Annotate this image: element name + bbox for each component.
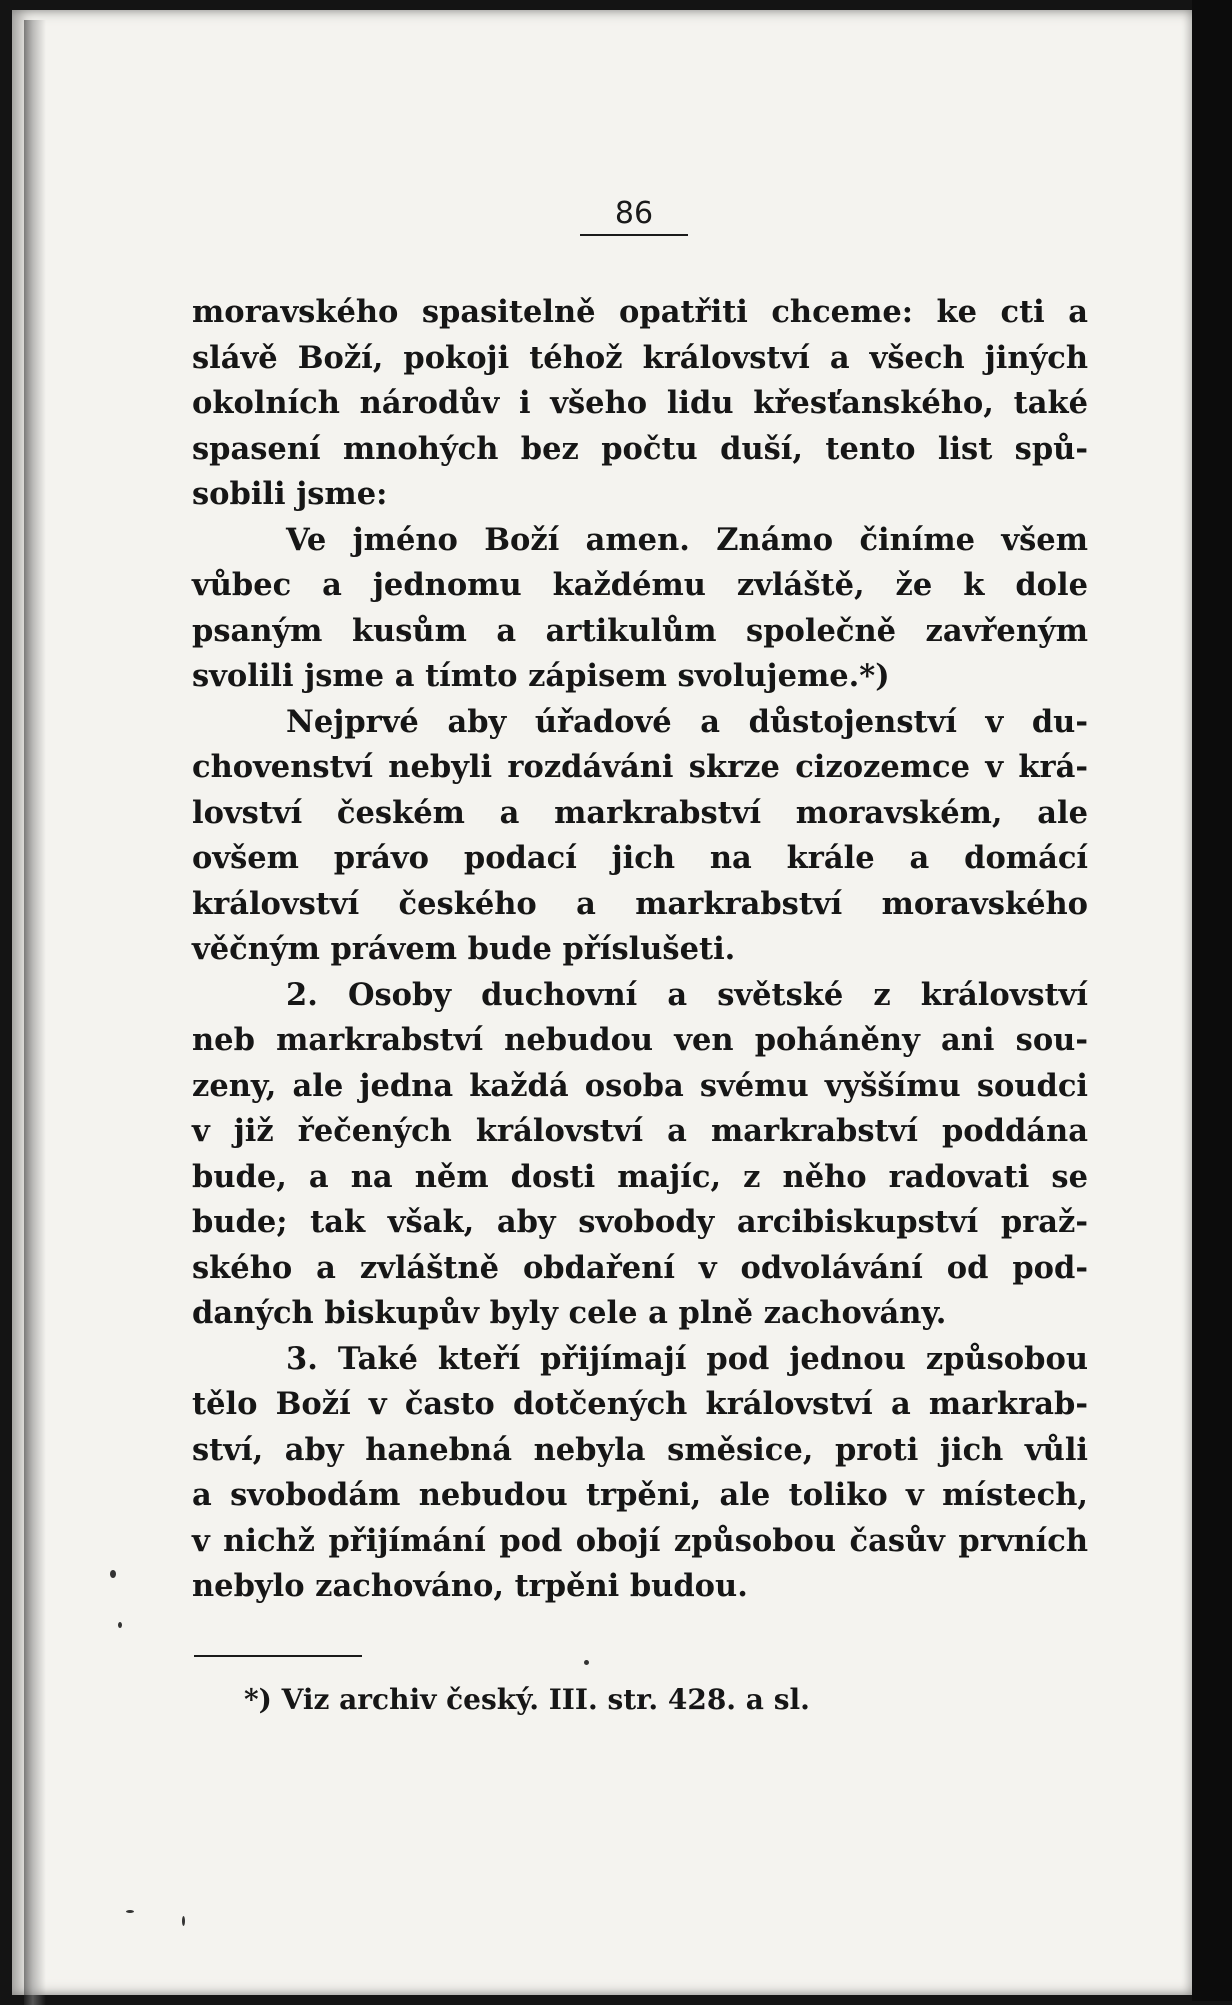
text-line: království českého a markrabství moravského [192, 885, 1088, 922]
text-line: chovenství nebyli rozdáváni skrze cizozemce v krá- [192, 749, 1088, 785]
footnote: *) Viz archiv český. III. str. 428. a sl. [244, 1683, 810, 1716]
text-line: věčným právem bude příslušeti. [192, 931, 736, 967]
ink-speck [110, 1570, 116, 1578]
scan-edge-right [1192, 0, 1232, 2001]
text-line: vůbec a jednomu každému zvláště, že k dole [192, 567, 1088, 603]
text-line: 3. Také kteří přijímají pod jednou způsobou [286, 1340, 1088, 1377]
text-line: tělo Boží v často dotčených království a markrab- [192, 1386, 1088, 1422]
text-line: bude; tak však, aby svobody arcibiskupství praž- [192, 1204, 1088, 1240]
binding-shadow [24, 20, 46, 2005]
text-line: a svobodám nebudou trpěni, ale toliko v místech, [192, 1477, 1088, 1513]
text-line: daných biskupův byly cele a plně zachovány. [192, 1295, 947, 1331]
text-line: neb markrabství nebudou ven poháněny ani sou- [192, 1022, 1088, 1058]
text-line: Nejprvé aby úřadové a důstojenství v du- [286, 703, 1088, 740]
text-line: moravského spasitelně opatřiti chceme: ke cti a [192, 294, 1088, 330]
text-line: lovství českém a markrabství moravském, ale [192, 794, 1088, 831]
body-text [192, 290, 1088, 1610]
text-line: Ve jméno Boží amen. Známo činíme všem [286, 521, 1088, 558]
text-line: v nichž přijímání pod obojí způsobou časův prvních [192, 1522, 1088, 1559]
text-line: ství, aby hanebná nebyla směsice, proti jich vůli [192, 1431, 1088, 1468]
text-line: psaným kusům a artikulům společně zavřeným [192, 612, 1088, 649]
text-line: svolili jsme a tímto zápisem svolujeme.*) [192, 658, 890, 694]
text-line: zeny, ale jedna každá osoba svému vyššímu soudci [192, 1067, 1088, 1104]
ink-speck [584, 1660, 589, 1665]
text-line: okolních národův i všeho lidu křesťanského, také [192, 385, 1088, 421]
text-line: slávě Boží, pokoji téhož království a všech jiných [192, 339, 1088, 376]
ink-speck [126, 1910, 134, 1913]
text-line: sobili jsme: [192, 476, 388, 512]
text-line: ovšem právo podací jich na krále a domácí [192, 840, 1088, 876]
text-line: nebylo zachováno, trpěni budou. [192, 1568, 748, 1604]
text-line: ského a zvláštně obdaření v odvolávání od pod- [192, 1249, 1088, 1286]
ink-speck [118, 1622, 122, 1628]
text-line: spasení mnohých bez počtu duší, tento list spů- [192, 430, 1088, 467]
text-line: v již řečených království a markrabství poddána [192, 1113, 1088, 1149]
footnote-separator [194, 1655, 362, 1657]
page-number: 86 [580, 196, 688, 236]
ink-speck [182, 1916, 185, 1926]
text-line: bude, a na něm dosti majíc, z něho radovati se [192, 1158, 1088, 1195]
text-line: 2. Osoby duchovní a světské z království [286, 976, 1088, 1013]
